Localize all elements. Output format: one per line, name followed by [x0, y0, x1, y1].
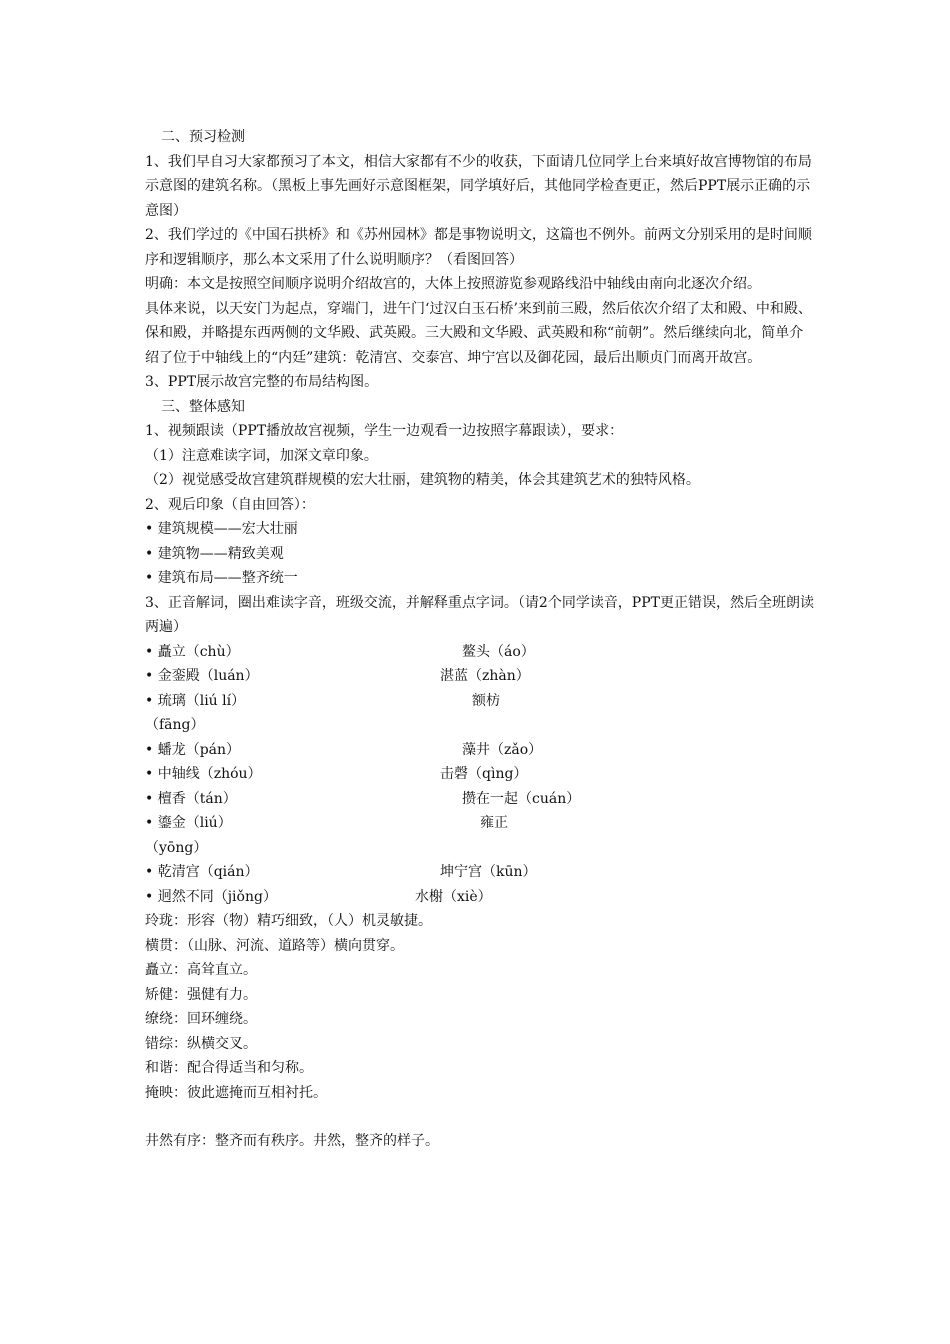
pinyin-term: （fāng）	[145, 717, 205, 733]
pinyin-term: 雍正	[480, 815, 508, 831]
definition: 矫健：强健有力。	[145, 986, 257, 1003]
pinyin-term: • 鎏金（liú）	[145, 811, 440, 836]
pinyin-term: 击磬（qìng）	[440, 766, 528, 782]
paragraph-video: 1、视频跟读（PPT播放故宫视频，学生一边观看一边按照字幕跟读），要求：	[145, 423, 624, 439]
pinyin-term: 水榭（xiè）	[415, 888, 492, 905]
paragraph-3: 3、PPT展示故宫完整的布局结构图。	[145, 374, 379, 390]
pinyin-term: 湛蓝（zhàn）	[440, 668, 530, 684]
pinyin-term: • 矗立（chù）	[145, 640, 440, 665]
blank-line	[145, 1105, 815, 1129]
pinyin-term: 攒在一起（cuán）	[462, 790, 581, 807]
definition: 缭绕：回环缠绕。	[145, 1011, 257, 1027]
paragraph-2: 2、我们学过的《中国石拱桥》和《苏州园林》都是事物说明文，这篇也不例外。前两文分别采用的是时间顺序和逻辑顺序，那么本文采用了什么说明顺序？（看图回答）	[145, 227, 812, 268]
pinyin-row	[145, 860, 815, 885]
pinyin-term: • 蟠龙（pán）	[145, 738, 440, 763]
pinyin-term: • 迥然不同（jiǒng）	[145, 885, 415, 910]
paragraph-impression: 2、观后印象（自由回答）：	[145, 496, 315, 513]
pinyin-term: 藻井（zǎo）	[462, 741, 543, 758]
pinyin-row	[145, 738, 815, 763]
paragraph-detail: 具体来说，以天安门为起点，穿端门，进午门‘过汉白玉石桥’来到前三殿，然后依次介绍了太和殿、中和殿、保和殿，并略提东西两侧的文华殿、武英殿。三大殿和文华殿、武英殿和称“前朝”。然后继续向北，简单介绍了位于中轴线上的“内廷”建筑：乾清宫、交泰宫、坤宁宫以及御花园，最后出顺贞门而离开故宫。	[145, 300, 812, 366]
pinyin-row	[145, 664, 815, 689]
definition: 掩映：彼此遮掩而互相衬托。	[145, 1084, 327, 1101]
pinyin-term: • 檀香（tán）	[145, 787, 440, 812]
pinyin-row	[145, 885, 815, 910]
list-item: • 建筑物——精致美观	[145, 542, 815, 567]
pinyin-row	[145, 689, 815, 714]
paragraph-pronunciation: 3、正音解词，圈出难读字音，班级交流，并解释重点字词。（请2个同学读音，PPT更正错误，然后全班朗读两遍）	[145, 594, 814, 635]
section-heading-overall: 三、整体感知	[161, 398, 245, 415]
definition-last: 井然有序：整齐而有秩序。井然，整齐的样子。	[145, 1133, 439, 1149]
definition: 玲珑：形容（物）精巧细致，（人）机灵敏捷。	[145, 913, 432, 929]
definition: 错综：纵横交叉。	[145, 1035, 257, 1052]
requirement-1: （1）注意难读字词，加深文章印象。	[145, 447, 378, 464]
pinyin-row	[145, 811, 815, 836]
pinyin-term: 坤宁宫（kūn）	[440, 864, 537, 880]
paragraph-1: 1、我们早自习大家都预习了本文，相信大家都有不少的收获，下面请几位同学上台来填好故宫博物馆的布局示意图的建筑名称。（黑板上事先画好示意图框架，同学填好后，其他同学检查更正，然后PPT展示正确的示意图）	[145, 153, 812, 219]
document-body	[145, 125, 815, 1154]
requirement-2: （2）视觉感受故宫建筑群规模的宏大壮丽，建筑物的精美，体会其建筑艺术的独特风格。	[145, 472, 700, 488]
pinyin-row	[145, 713, 815, 738]
paragraph-answer: 明确：本文是按照空间顺序说明介绍故宫的，大体上按照游览参观路线沿中轴线由南向北逐次介绍。	[145, 276, 761, 292]
pinyin-row	[145, 787, 815, 812]
pinyin-term: 鳌头（áo）	[462, 643, 535, 660]
pinyin-term: • 中轴线（zhóu）	[145, 762, 440, 787]
definition: 矗立：高耸直立。	[145, 962, 257, 978]
pinyin-term: 额枋	[472, 692, 500, 709]
pinyin-row	[145, 640, 815, 665]
section-heading-preview-check: 二、预习检测	[161, 129, 245, 145]
pinyin-term: • 金銮殿（luán）	[145, 664, 440, 689]
pinyin-term: • 琉璃（liú lí）	[145, 689, 440, 714]
pinyin-row	[145, 836, 815, 861]
pinyin-row	[145, 762, 815, 787]
pinyin-term: • 乾清宫（qián）	[145, 860, 440, 885]
list-item: • 建筑规模——宏大壮丽	[145, 517, 815, 542]
definition: 横贯：（山脉、河流、道路等）横向贯穿。	[145, 937, 404, 954]
definition: 和谐：配合得适当和匀称。	[145, 1060, 313, 1076]
pinyin-term: （yōng）	[145, 839, 208, 856]
list-item: • 建筑布局——整齐统一	[145, 566, 815, 591]
